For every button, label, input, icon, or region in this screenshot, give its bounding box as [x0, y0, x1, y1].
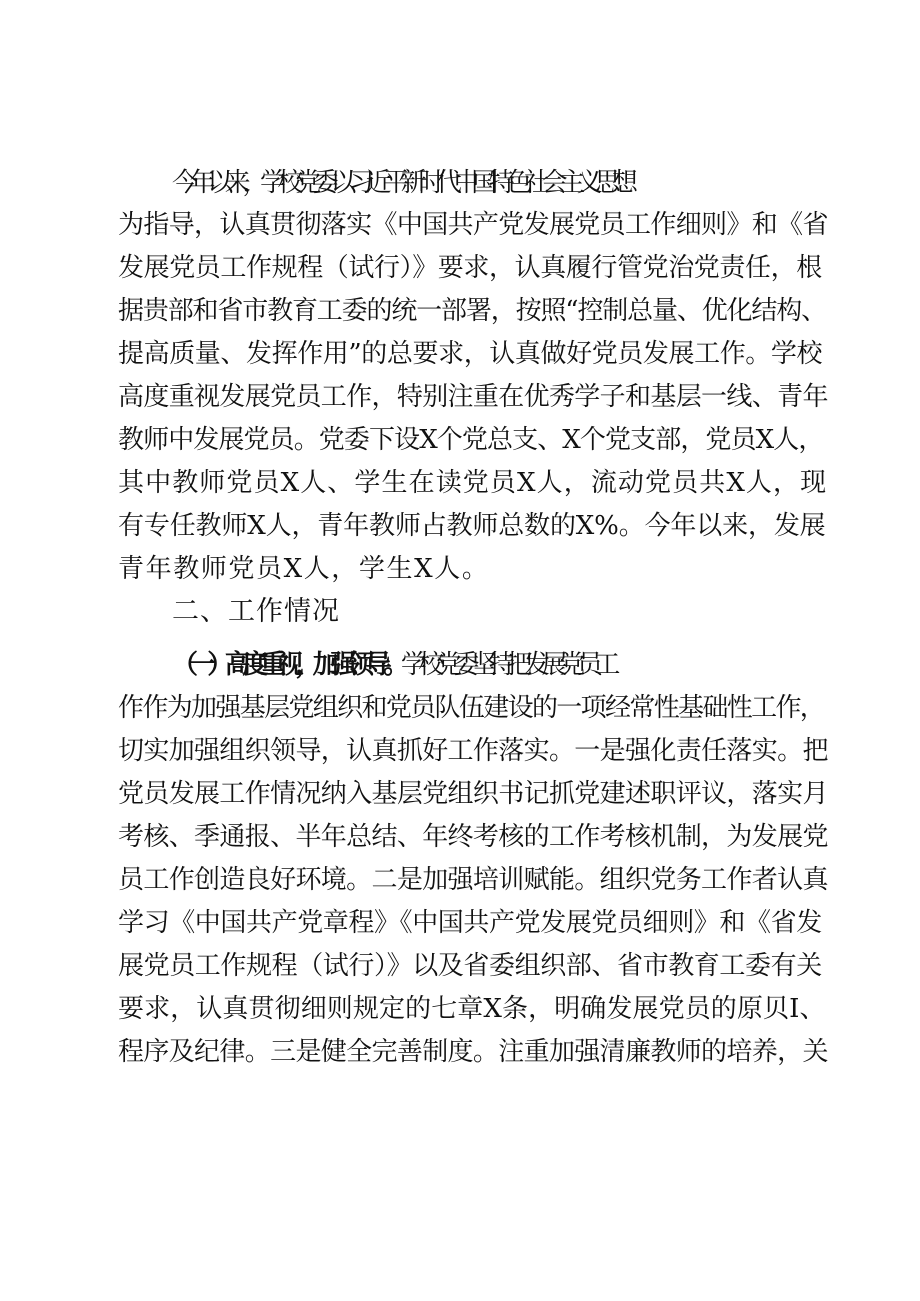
- paragraph-line-3: 发展党员工作规程（试行）》要求，认真履行管党治党责任，根: [118, 253, 822, 283]
- paragraph-line-10: 青年教师党员X人，学生X人。: [118, 554, 490, 584]
- paragraph-line-1: 今年以来，学校党委以习近平新时代中国特色社会主义思想: [172, 168, 630, 198]
- paragraph-line-6: 高度重视发展党员工作，特别注重在优秀学子和基层一线、青年: [118, 382, 828, 412]
- subsection-first-line: [172, 650, 882, 680]
- paragraph-line-15: 考核、季通报、半年总结、年终考核的工作考核机制，为发展党: [118, 822, 828, 852]
- paragraph-line-12: 作作为加强基层党组织和党员队伍建设的一项经常性基础性工作，: [118, 693, 825, 723]
- paragraph-line-19: 要求，认真贯彻细则规定的七章X条，明确发展党员的原贝I、: [118, 994, 826, 1024]
- section-heading: 二、工作情况: [172, 596, 340, 627]
- paragraph-line-18: 展党员工作规程（试行）》以及省委组织部、省市教育工委有关: [118, 951, 822, 981]
- paragraph-line-13: 切实加强组织领导，认真抓好工作落实。一是强化责任落实。把: [118, 736, 828, 766]
- paragraph-line-20: 程序及纪律。三是健全完善制度。注重加强清廉教师的培养，关: [118, 1037, 828, 1067]
- paragraph-line-16: 员工作创造良好环境。二是加强培训赋能。组织党务工作者认真: [118, 865, 828, 895]
- paragraph-line-4: 据贵部和省市教育工委的统一部署，按照“控制总量、优化结构、: [118, 296, 826, 326]
- paragraph-line-5: 提高质量、发挥作用”的总要求，认真做好党员发展工作。学校: [118, 339, 823, 369]
- paragraph-line-7: 教师中发展党员。党委下设X个党总支、X个党支部，党员X人，: [118, 425, 824, 455]
- paragraph-line-9: 有专任教师X人，青年教师占教师总数的X%。今年以来，发展: [118, 511, 826, 541]
- subsection-first-line-text: 学校党委坚持把发展党员工: [400, 650, 613, 680]
- paragraph-line-2: 为指导，认真贯彻落实《中国共产党发展党员工作细则》和《省: [118, 210, 828, 240]
- paragraph-line-17: 学习《中国共产党章程》《中国共产党发展党员细则》和《省发: [118, 908, 822, 938]
- paragraph-line-8: 其中教师党员X人、学生在读党员X人，流动党员共X人，现: [118, 468, 828, 498]
- paragraph-line-14: 党员发展工作情况纳入基层党组织书记抓党建述职评议，落实月: [118, 779, 828, 809]
- subsection-heading: （一）高度重视，加强领导。: [172, 650, 401, 680]
